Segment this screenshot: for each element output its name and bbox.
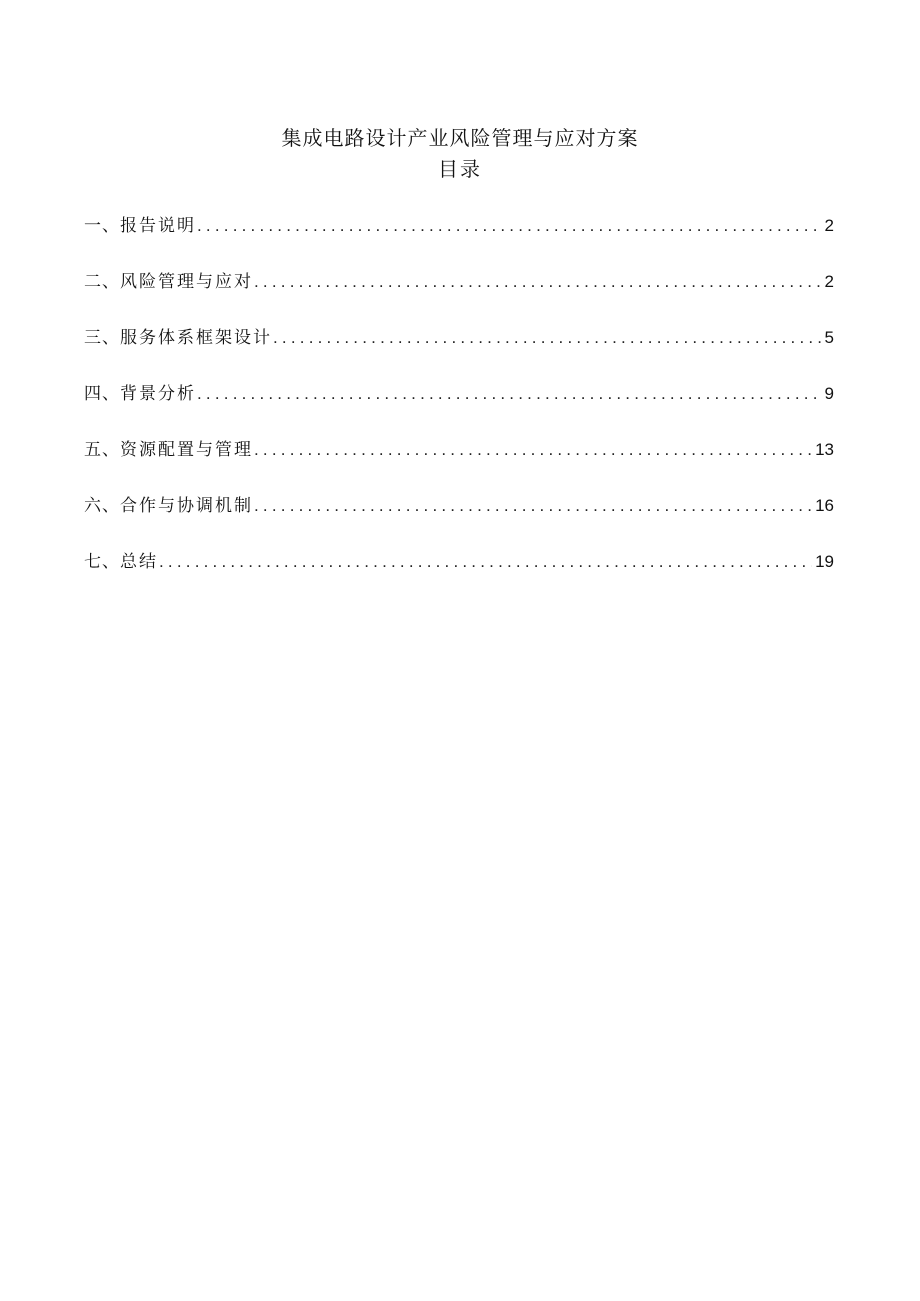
toc-entry[interactable] (84, 492, 834, 548)
toc-entry-title: 风险管理与应对 (120, 272, 253, 292)
toc-entry-page-number: 2 (824, 216, 834, 235)
toc-entry-page-number: 16 (815, 496, 834, 515)
toc-dot-leader (197, 212, 822, 240)
toc-entry-title: 合作与协调机制 (120, 496, 253, 516)
toc-entry[interactable] (84, 548, 834, 604)
toc-entry-number: 七、 (84, 552, 120, 572)
toc-entry-page-number: 2 (824, 272, 834, 291)
toc-entry[interactable] (84, 212, 834, 268)
toc-entry-page-number: 13 (815, 440, 834, 459)
toc-dot-leader (254, 268, 822, 296)
toc-entry[interactable] (84, 324, 834, 380)
toc-dot-leader (273, 324, 822, 352)
toc-entry[interactable] (84, 436, 834, 492)
toc-heading: 目录 (438, 157, 482, 181)
toc-entry-title: 背景分析 (120, 384, 196, 404)
toc-dot-leader (159, 548, 812, 576)
toc-entry[interactable] (84, 380, 834, 436)
toc-entry-number: 二、 (84, 272, 120, 292)
toc-entry-title: 总结 (120, 552, 158, 572)
toc-entry-number: 六、 (84, 496, 120, 516)
toc-entry-title: 资源配置与管理 (120, 440, 253, 460)
toc-entry-number: 四、 (84, 384, 120, 404)
toc-entry[interactable] (84, 268, 834, 324)
toc-entry-title: 报告说明 (120, 216, 196, 236)
toc-entry-title: 服务体系框架设计 (120, 328, 272, 348)
toc-entry-number: 五、 (84, 440, 120, 460)
toc-entry-page-number: 9 (824, 384, 834, 403)
toc-entry-number: 三、 (84, 328, 120, 348)
table-of-contents (84, 212, 834, 604)
toc-dot-leader (197, 380, 822, 408)
toc-entry-number: 一、 (84, 216, 120, 236)
toc-dot-leader (254, 436, 812, 464)
toc-entry-page-number: 19 (815, 552, 834, 571)
toc-entry-page-number: 5 (824, 328, 834, 347)
toc-dot-leader (254, 492, 812, 520)
document-title: 集成电路设计产业风险管理与应对方案 (281, 126, 639, 150)
